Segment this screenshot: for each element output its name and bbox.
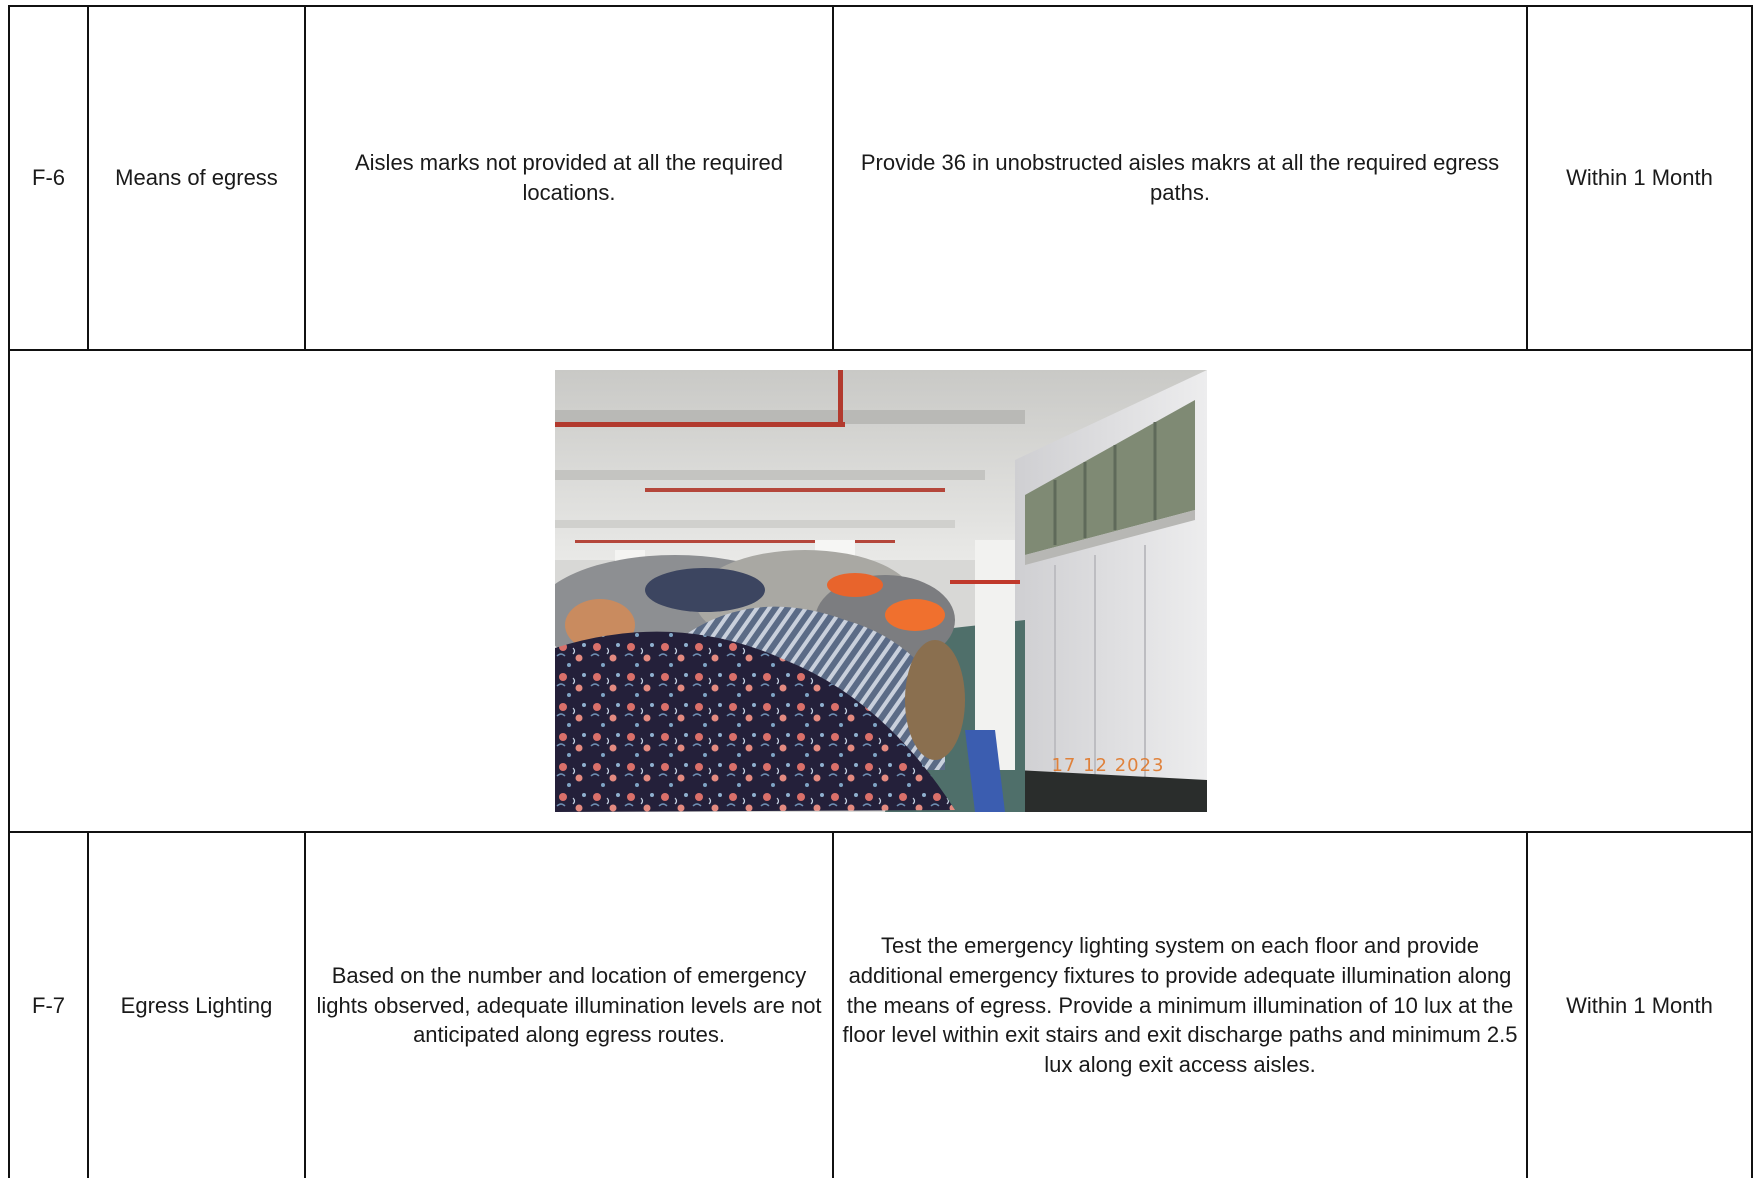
photo-date-stamp: 17 12 2023 — [1051, 754, 1165, 776]
finding-category: Egress Lighting — [88, 832, 305, 1178]
report-sheet — [8, 5, 1751, 1177]
finding-row-f7 — [9, 832, 1752, 1178]
finding-recommendation: Provide 36 in unobstructed aisles makrs at all the required egress paths. — [833, 6, 1527, 350]
finding-id: F-6 — [9, 6, 88, 350]
findings-table — [8, 5, 1753, 1178]
warehouse-photo-illustration — [555, 370, 1207, 812]
finding-id: F-7 — [9, 832, 88, 1178]
finding-row-f6 — [9, 6, 1752, 350]
finding-category: Means of egress — [88, 6, 305, 350]
photo-cell — [9, 350, 1752, 832]
finding-recommendation: Test the emergency lighting system on each floor and provide additional emergency fixtures to provide adequate illumination along the means of egress. Provide a minimum illumination of 10 lux at the floor level within exit stairs and exit discharge paths and minimum 2.5 lux along exit access aisles. — [833, 832, 1527, 1178]
site-photo — [555, 370, 1207, 812]
finding-timeline: Within 1 Month — [1527, 832, 1752, 1178]
photo-row — [9, 350, 1752, 832]
finding-timeline: Within 1 Month — [1527, 6, 1752, 350]
finding-observation: Based on the number and location of emergency lights observed, adequate illumination levels are not anticipated along egress routes. — [305, 832, 833, 1178]
finding-observation: Aisles marks not provided at all the required locations. — [305, 6, 833, 350]
